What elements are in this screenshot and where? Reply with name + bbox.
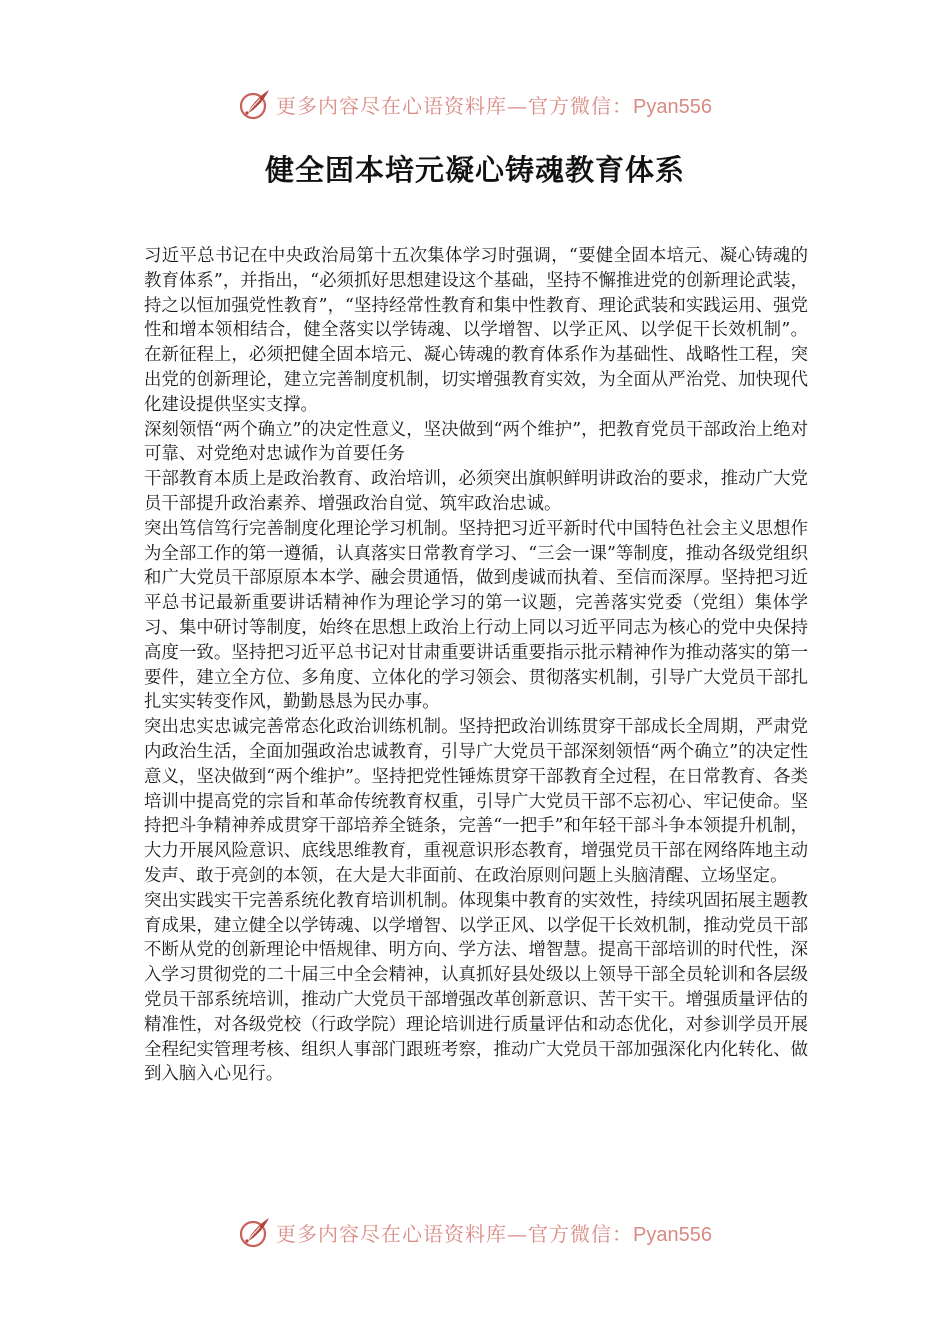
quill-pen-logo-icon: [238, 87, 272, 121]
quill-pen-logo-icon: [238, 1215, 272, 1249]
document-body: [144, 244, 808, 1087]
paragraph: 突出忠实忠诚完善常态化政治训练机制。坚持把政治训练贯穿干部成长全周期，严肃党内政治生活，全面加强政治忠诚教育，引导广大党员干部深刻领悟“两个确立”的决定性意义，坚决做到“两个维护”。坚持把党性锤炼贯穿干部教育全过程，在日常教育、各类培训中提高党的宗旨和革命传统教育权重，引导广大党员干部不忘初心、牢记使命。坚持把斗争精神养成贯穿干部培养全链条，完善“一把手”和年轻干部斗争本领提升机制，大力开展风险意识、底线思维教育，重视意识形态教育，增强党员干部在网络阵地主动发声、敢于亮剑的本领，在大是大非面前、在政治原则问题上头脑清醒、立场坚定。: [144, 717, 808, 886]
watermark-wechat-id: Pyan556: [633, 1223, 712, 1246]
document-title: 健全固本培元凝心铸魂教育体系: [264, 153, 685, 187]
paragraph: 突出实践实干完善系统化教育培训机制。体现集中教育的实效性，持续巩固拓展主题教育成果，建立健全以学铸魂、以学增智、以学正风、以学促干长效机制，推动党员干部不断从党的创新理论中悟规律、明方向、学方法、增智慧。提高干部培训的时代性，深入学习贯彻党的二十届三中全会精神，认真抓好县处级以上领导干部全员轮训和各层级党员干部系统培训，推动广大党员干部增强改革创新意识、苦干实干。增强质量评估的精准性，对各级党校（行政学院）理论培训进行质量评估和动态优化，对参训学员开展全程纪实管理考核、组织人事部门跟班考察，推动广大党员干部加强深化内化转化、做到入脑入心见行。: [144, 890, 808, 1085]
watermark-wechat-id: Pyan556: [633, 95, 712, 118]
watermark-text: [276, 1218, 712, 1247]
paragraph: 习近平总书记在中央政治局第十五次集体学习时强调，“要健全固本培元、凝心铸魂的教育体系”，并指出，“必须抓好思想建设这个基础，坚持不懈推进党的创新理论武装，持之以恒加强党性教育”，“坚持经常性教育和集中性教育、理论武装和实践运用、强党性和增本领相结合，健全落实以学铸魂、以学增智、以学正风、以学促干长效机制”。在新征程上，必须把健全固本培元、凝心铸魂的教育体系作为基础性、战略性工程，突出党的创新理论，建立完善制度机制，切实增强教育实效，为全面从严治党、加快现代化建设提供坚实支撑。: [144, 246, 808, 415]
watermark-text-cn: 更多内容尽在心语资料库—官方微信：: [276, 93, 634, 118]
paragraph: 干部教育本质上是政治教育、政治培训，必须突出旗帜鲜明讲政治的要求，推动广大党员干部提升政治素养、增强政治自觉、筑牢政治忠诚。: [144, 469, 808, 514]
paragraph: 突出笃信笃行完善制度化理论学习机制。坚持把习近平新时代中国特色社会主义思想作为全部工作的第一遵循，认真落实日常教育学习、“三会一课”等制度，推动各级党组织和广大党员干部原原本本学、融会贯通悟，做到虔诚而执着、至信而深厚。坚持把习近平总书记最新重要讲话精神作为理论学习的第一议题，完善落实党委（党组）集体学习、集中研讨等制度，始终在思想上政治上行动上同以习近平同志为核心的党中央保持高度一致。坚持把习近平总书记对甘肃重要讲话重要指示批示精神作为推动落实的第一要件，建立全方位、多角度、立体化的学习领会、贯彻落实机制，引导广大党员干部扎扎实实转变作风，勤勤恳恳为民办事。: [144, 518, 808, 713]
watermark-text: [276, 90, 712, 119]
watermark-header: [0, 84, 950, 124]
paragraph: 深刻领悟“两个确立”的决定性意义，坚决做到“两个维护”，把教育党员干部政治上绝对可靠、对党绝对忠诚作为首要任务: [144, 419, 808, 465]
watermark-footer: [0, 1212, 950, 1252]
watermark-text-cn: 更多内容尽在心语资料库—官方微信：: [276, 1221, 634, 1246]
